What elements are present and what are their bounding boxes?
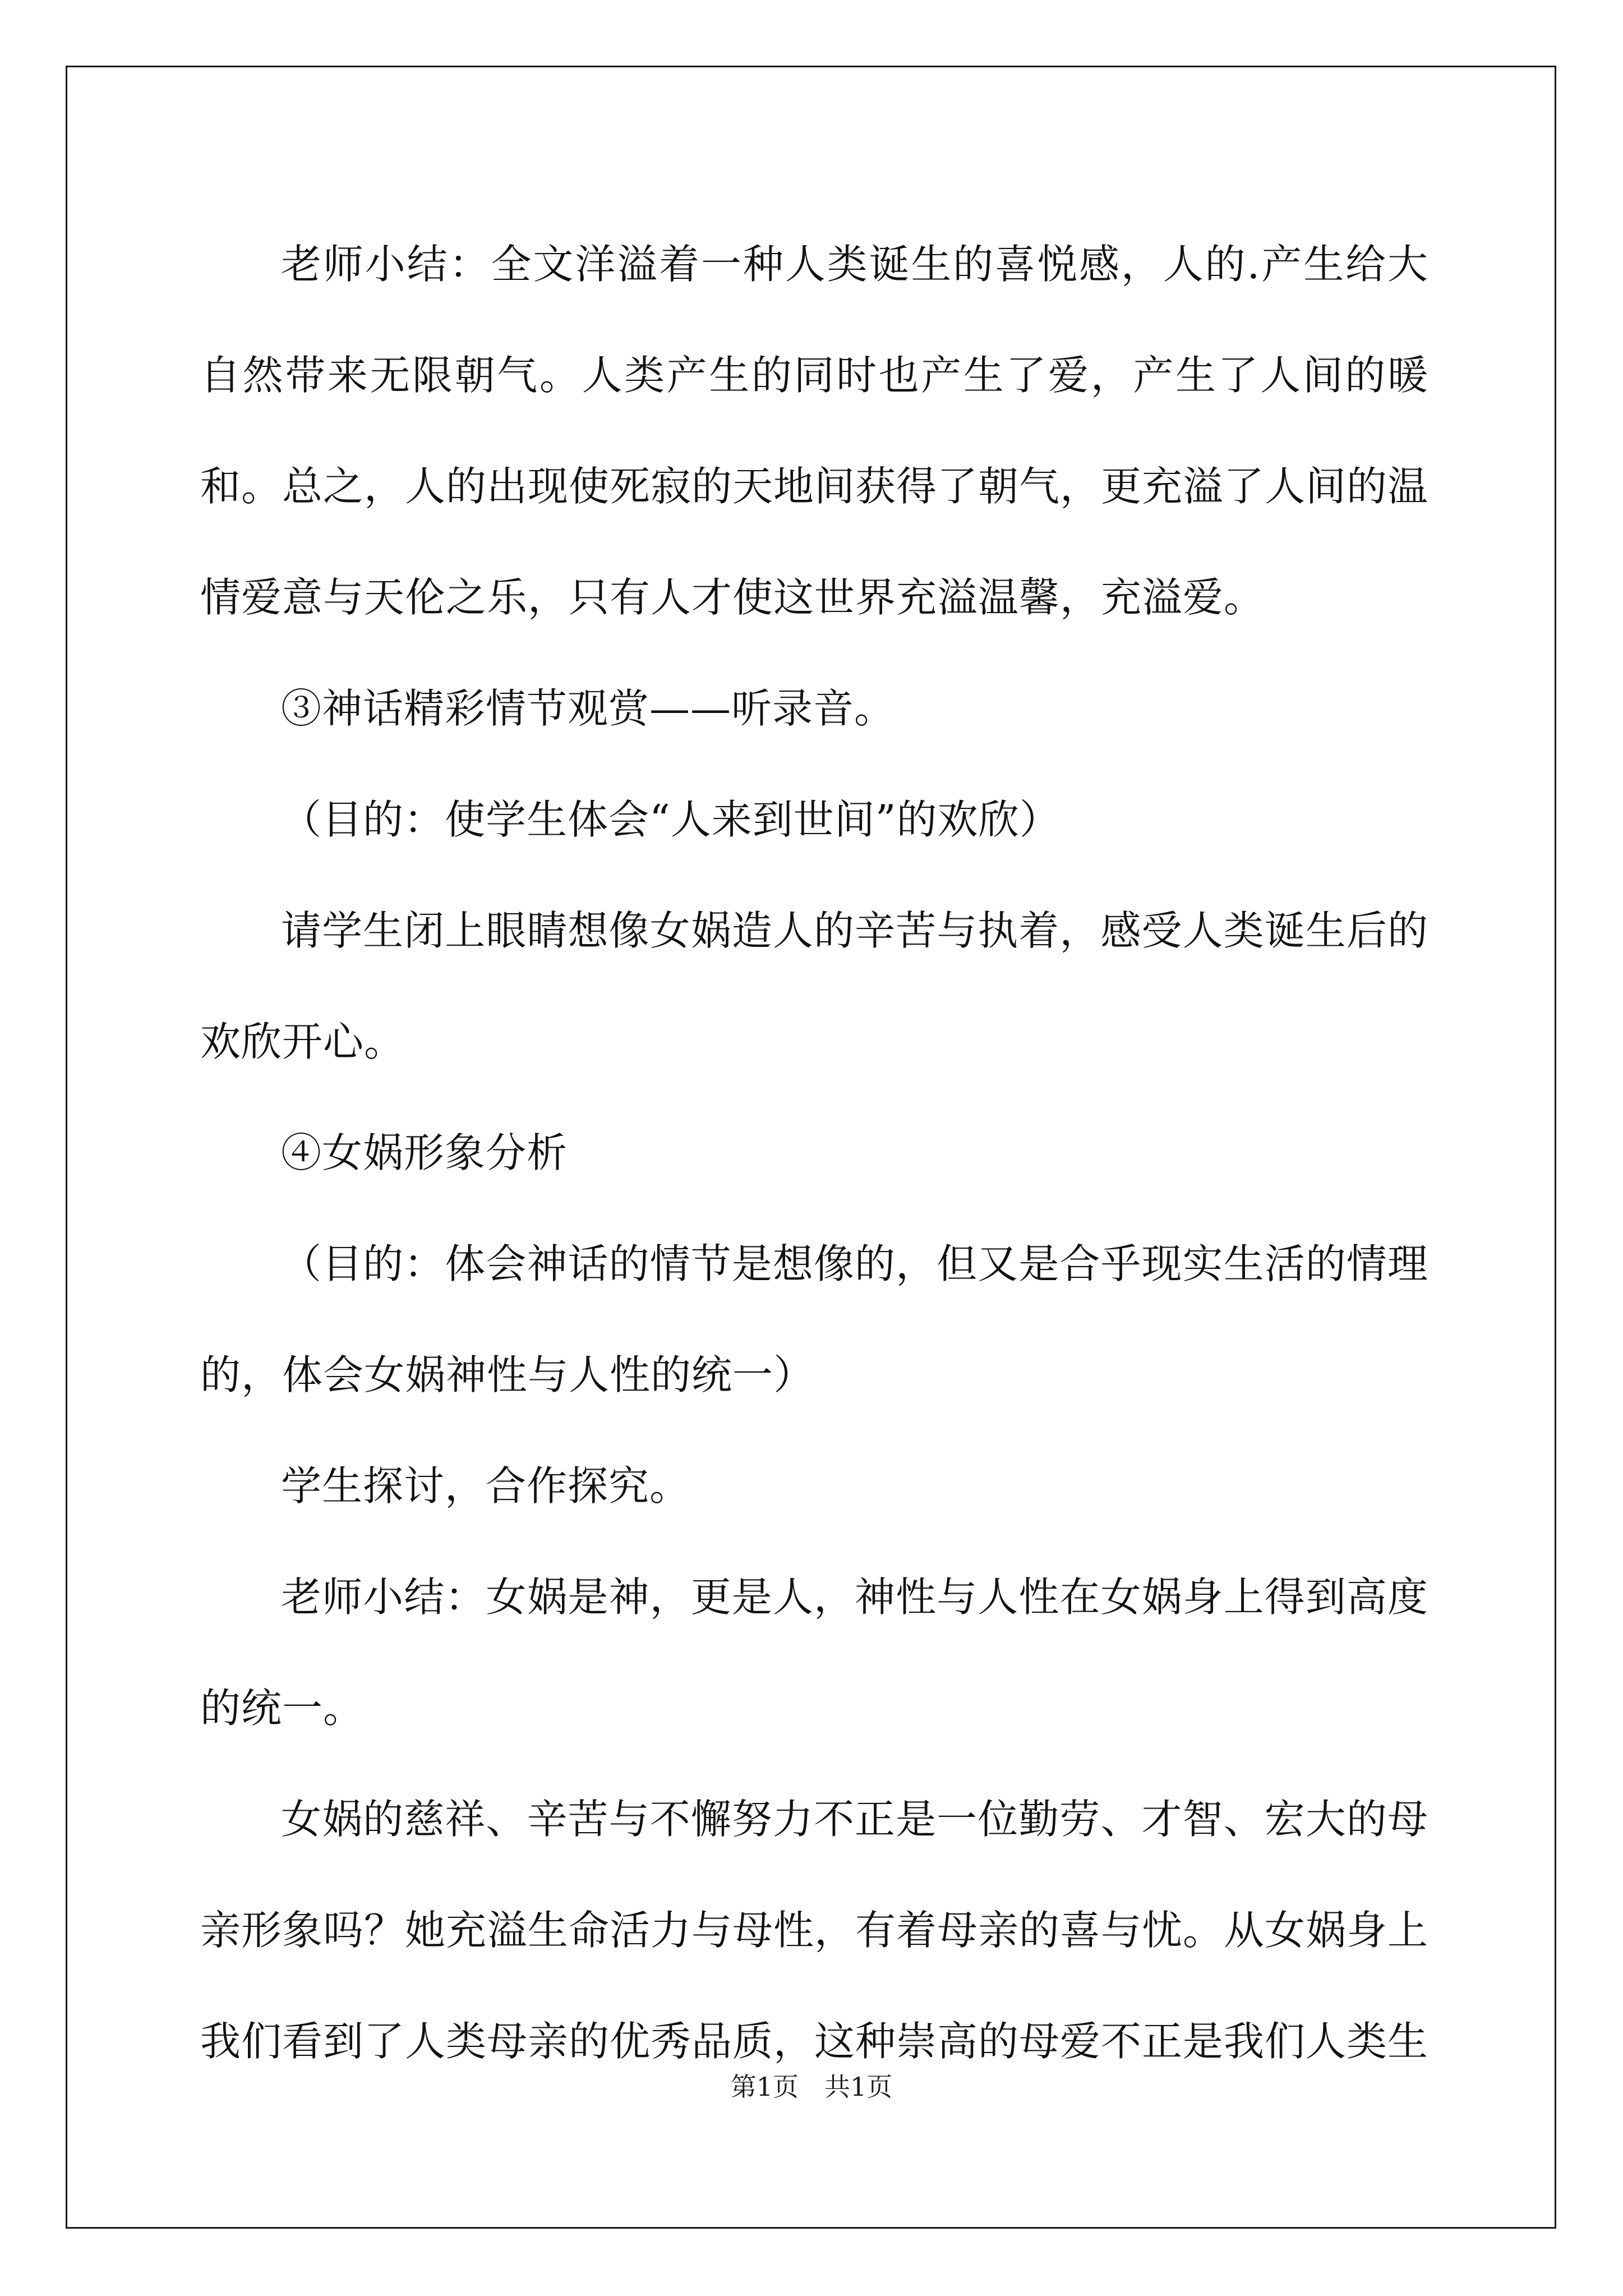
paragraph-teacher-summary-1: 老师小结：全文洋溢着一种人类诞生的喜悦感，人的.产生给大自然带来无限朝气。人类产生的同时也产生了爱，产生了人间的暖和。总之，人的出现使死寂的天地间获得了朝气，更充溢了人间的温情爱意与天伦之乐，只有人才使这世界充溢温馨，充溢爱。 <box>200 241 1429 621</box>
paragraph-mother-image: 女娲的慈祥、辛苦与不懈努力不正是一位勤劳、才智、宏大的母亲形象吗？她充溢生命活力与母性，有着母亲的喜与忧。从女娲身上我们看到了人类母亲的优秀品质，这种崇高的母爱不正是我们人类生 <box>200 1796 1429 2065</box>
paragraph-purpose-2: （目的：体会神话的情节是想像的，但又是合乎现实生活的情理的，体会女娲神性与人性的统一） <box>200 1240 1428 1398</box>
paragraph-imagine: 请学生闭上眼睛想像女娲造人的辛苦与执着，感受人类诞生后的欢欣开心。 <box>200 907 1428 1065</box>
paragraph-student-discussion: 学生探讨，合作探究。 <box>281 1462 691 1510</box>
paragraph-listen-recording: ③神话精彩情节观赏——听录音。 <box>281 685 896 732</box>
paragraph-purpose-1: （目的：使学生体会“人来到世间”的欢欣） <box>281 796 1061 843</box>
paragraph-teacher-summary-2: 老师小结：女娲是神，更是人，神性与人性在女娲身上得到高度的统一。 <box>200 1573 1428 1732</box>
document-body <box>200 209 1428 2097</box>
paragraph-nuwa-analysis: ④女娲形象分析 <box>281 1129 568 1176</box>
page-footer: 第1页 共1页 <box>730 2072 893 2102</box>
